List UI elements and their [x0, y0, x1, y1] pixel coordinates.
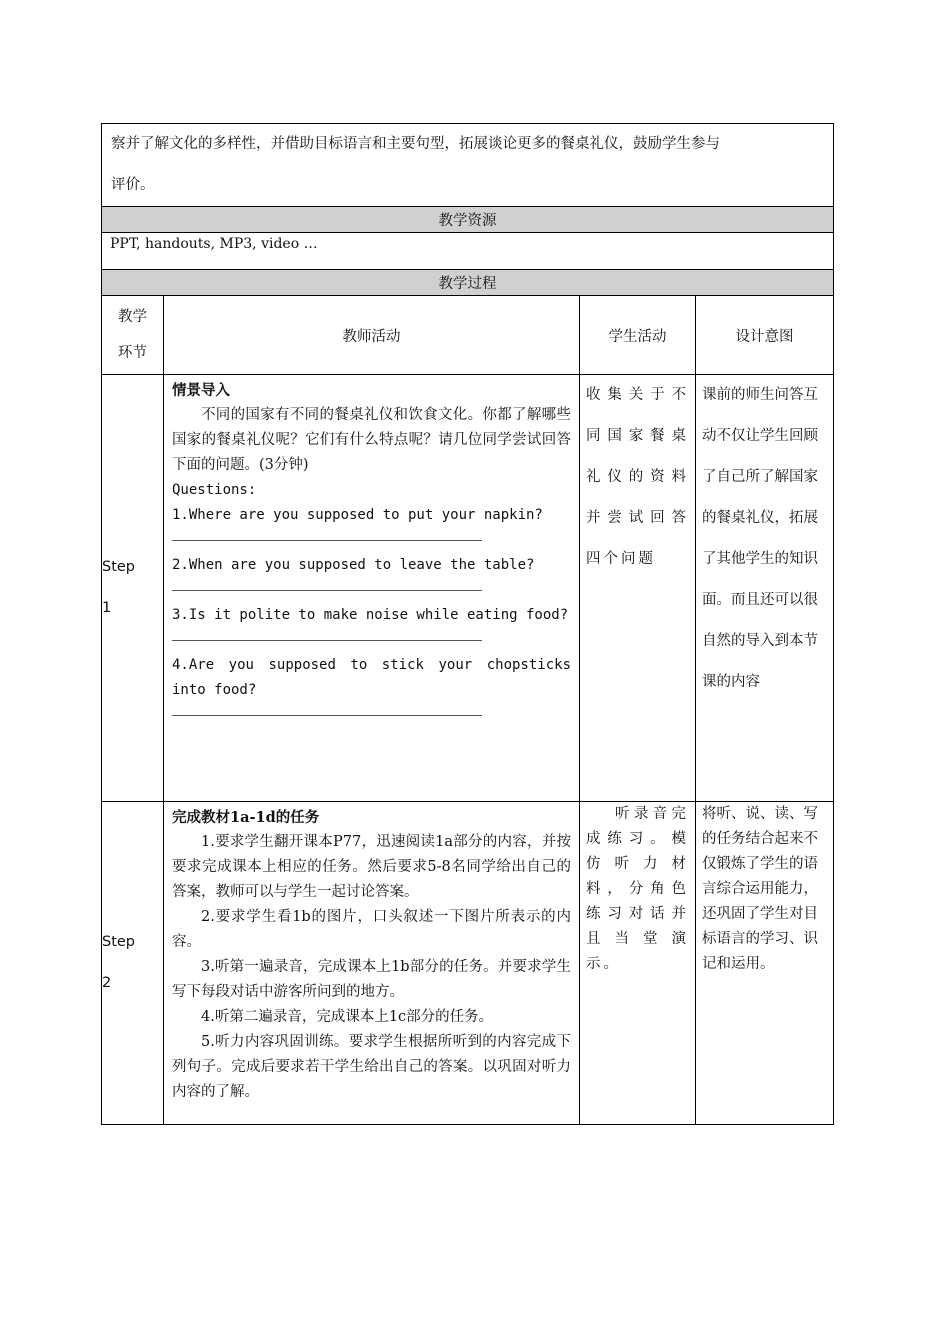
step2-item-3: 3.听第一遍录音，完成课本上1b部分的任务。并要求学生写下每段对话中游客所问到的地方。	[172, 959, 571, 1000]
process-heading-row	[102, 270, 834, 296]
answer-blank-1[interactable]	[172, 528, 482, 541]
intro-line-1: 察并了解文化的多样性，并借助目标语言和主要句型，拓展谈论更多的餐桌礼仪，鼓励学生参与	[111, 136, 720, 152]
step2-item-1: 1.要求学生翻开课本P77，迅速阅读1a部分的内容，并按要求完成课本上相应的任务。然后要求5-8名同学给出自己的答案，教师可以与学生一起讨论答案。	[172, 834, 571, 900]
intro-row	[102, 124, 834, 207]
step2-label-word: Step	[102, 934, 136, 950]
col-student-header: 学生活动	[580, 296, 696, 375]
answer-blank-3[interactable]	[172, 628, 482, 641]
step1-title: 情景导入	[172, 382, 230, 399]
step1-label-number: 1	[102, 600, 112, 616]
step1-student-text: 收集关于不同国家餐桌礼仪的资料并尝试回答四个问题	[586, 387, 689, 567]
col-design-header: 设计意图	[696, 296, 834, 375]
step2-teacher-cell	[164, 802, 580, 1125]
step1-paragraph: 不同的国家有不同的餐桌礼仪和饮食文化。你都了解哪些国家的餐桌礼仪呢？它们有什么特点呢？请几位同学尝试回答下面的问题。(3分钟)	[172, 407, 571, 473]
step1-design-cell	[696, 375, 834, 802]
step2-row	[102, 802, 834, 1125]
step2-student-cell	[580, 802, 696, 1125]
step1-label	[102, 375, 164, 802]
step1-student-cell	[580, 375, 696, 802]
col-stage-header	[102, 296, 164, 375]
step2-student-text: 听录音完成练习。模仿听力材料，分角色练习对话并且当堂演示。	[586, 806, 689, 972]
step2-teacher-content	[164, 802, 579, 1107]
col-stage-line-2: 环节	[118, 345, 147, 361]
lesson-plan-table	[101, 123, 834, 1125]
step1-question-3: 3.Is it polite to make noise while eating food?	[172, 607, 569, 623]
step2-title: 完成教材1a-1d的任务	[172, 809, 320, 826]
step1-question-4: 4.Are you supposed to stick your chopsticks into food?	[172, 657, 571, 698]
step1-questions-label: Questions:	[172, 482, 257, 498]
resources-content: PPT, handouts, MP3, video …	[110, 236, 318, 252]
resources-heading: 教学资源	[102, 207, 834, 233]
step2-item-2: 2.要求学生看1b的图片，口头叙述一下图片所表示的内容。	[172, 909, 571, 950]
step1-teacher-cell	[164, 375, 580, 802]
process-heading: 教学过程	[102, 270, 834, 296]
col-teacher-header: 教师活动	[164, 296, 580, 375]
step2-design-text: 将听、说、读、写的任务结合起来不仅锻炼了学生的语言综合运用能力，还巩固了学生对目标语言的学习、识记和运用。	[702, 806, 818, 972]
step2-item-5: 5.听力内容巩固训练。要求学生根据所听到的内容完成下列句子。完成后要求若干学生给出自己的答案。以巩固对听力内容的了解。	[172, 1034, 571, 1100]
col-stage-line-1: 教学	[118, 309, 147, 325]
step1-teacher-content	[164, 375, 579, 736]
resources-cell	[102, 233, 834, 270]
intro-text	[102, 124, 833, 206]
step1-design-text: 课前的师生问答互动不仅让学生回顾了自己所了解国家的餐桌礼仪，拓展了其他学生的知识面。而且还可以很自然的导入到本节课的内容	[702, 387, 818, 690]
answer-blank-2[interactable]	[172, 578, 482, 591]
step1-question-2: 2.When are you supposed to leave the table?	[172, 557, 535, 573]
step2-label	[102, 802, 164, 1125]
step2-design-cell	[696, 802, 834, 1125]
step2-item-4: 4.听第二遍录音，完成课本上1c部分的任务。	[201, 1009, 494, 1025]
step1-question-1: 1.Where are you supposed to put your napkin?	[172, 507, 543, 523]
resources-heading-row	[102, 207, 834, 233]
column-header-row	[102, 296, 834, 375]
intro-cell	[102, 124, 834, 207]
step1-label-word: Step	[102, 559, 136, 575]
step2-label-number: 2	[102, 975, 112, 991]
answer-blank-4[interactable]	[172, 703, 482, 716]
resources-row	[102, 233, 834, 270]
intro-line-2: 评价。	[111, 177, 155, 193]
step1-row	[102, 375, 834, 802]
